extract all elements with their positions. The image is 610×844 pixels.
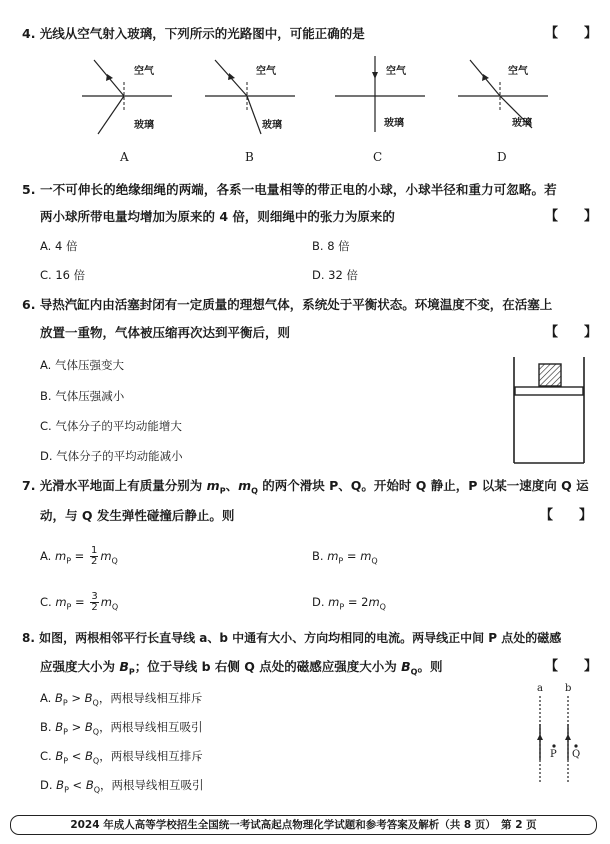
q8-wire-a-label: a [537,683,543,694]
q4-d-glass-label: 玻璃 [512,118,532,129]
q8-c-b1: B [55,749,64,763]
q7-d-prefix: D. [312,595,329,609]
q7-b-lhs: m [327,549,339,563]
q7-option-a [40,542,118,570]
q4-answer-bracket: 【 】 [545,26,598,41]
q4-option-c-label: C [373,150,383,164]
q4-diagram-a [82,52,172,144]
q5-stem-line1: 5. 一不可伸长的绝缘细绳的两端，各系一电量相等的带正电的小球，小球半径和重力可忽略。若 [22,182,557,197]
q6-option-d: D. 气体分子的平均动能减小 [40,449,183,463]
q8-point-p-label: P [550,749,557,760]
q6-option-b: B. 气体压强减小 [40,389,125,403]
q8-a-text: ，两根导线相互排斥 [98,691,203,705]
q6-stem-line1: 6. 导热汽缸内由活塞封闭有一定质量的理想气体，系统处于平衡状态。环境温度不变，在活塞上 [22,297,553,312]
q8-d-b1: B [56,778,65,792]
q8-option-c [40,748,203,769]
q8-b-prefix: B. [40,720,56,734]
q7-c-rhs-sub: Q [111,602,119,612]
q7-mass-q-sub: Q [251,486,258,496]
q7-a-eq: = [71,549,88,563]
q7-a-lhs: m [54,549,67,563]
q7-d-lhs: m [328,595,340,609]
q8-c-b2: B [85,749,93,763]
q7-c-prefix: C. [40,595,56,609]
q8-stem-line2 [40,659,442,681]
q4-diagram-d [458,52,548,144]
q8-option-b [40,719,203,740]
q7-option-c [40,588,118,616]
q7-separator: 、 [225,478,239,493]
q7-d-rhs-sub: Q [379,602,386,612]
q7-mass-p-sub: P [219,486,226,496]
q7-a-rhs-sub: Q [111,556,118,566]
q7-b-lhs-sub: P [338,556,344,566]
q8-b-b1: B [55,720,64,734]
q8-stem-part1: 应强度大小为 [40,659,120,674]
q4-stem: 4. 光线从空气射入玻璃，下列所示的光路图中，可能正确的是 [22,26,365,41]
q7-a-denominator: 2 [90,556,98,567]
q8-wire-b-label: b [565,683,572,694]
q5-option-d: D. 32 倍 [312,268,358,282]
q7-option-b [312,548,378,569]
q8-stem-part2: ；位于导线 b 右侧 Q 点处的磁感应强度大小为 [134,659,402,674]
q8-c-relation: < [68,749,86,763]
q8-b-sub-p: P [63,727,68,737]
q7-a-fraction [90,546,98,567]
q8-b-b2: B [84,720,93,734]
q7-a-prefix: A. [40,549,55,563]
q7-c-lhs-sub: P [66,602,72,612]
q7-a-lhs-sub: P [66,556,72,566]
q6-answer-bracket: 【 】 [545,325,598,340]
q7-answer-bracket: 【 】 [540,508,593,523]
q8-a-sub-q: Q [92,698,99,708]
q8-bp-sub: P [128,667,135,677]
q8-c-text: ，两根导线相互排斥 [99,749,203,763]
q6-option-a: A. 气体压强变大 [40,358,124,372]
q8-option-d [40,777,204,798]
q7-b-rhs: m [360,549,372,563]
q5-option-b: B. 8 倍 [312,239,350,253]
q7-a-numerator: 1 [90,545,98,556]
q4-option-b-label: B [245,150,254,164]
q8-b-text: ，两根导线相互吸引 [99,720,203,734]
q4-b-air-label: 空气 [256,66,276,77]
q4-option-a-label: A [120,150,129,164]
q4-a-air-label: 空气 [134,66,154,77]
q8-stem-part3: 。则 [417,659,443,674]
q4-c-glass-label: 玻璃 [384,118,404,129]
q8-wires-diagram [530,684,580,794]
q8-b-sub-q: Q [92,727,100,737]
q6-cylinder-diagram [508,355,590,470]
q7-d-rhs: m [368,595,380,609]
q8-point-q-label: Q [572,749,581,760]
q6-option-c: C. 气体分子的平均动能增大 [40,419,182,433]
q8-a-relation: > [67,691,85,705]
q5-option-c: C. 16 倍 [40,268,86,282]
q8-bq-sub: Q [410,667,418,677]
q7-a-rhs: m [100,549,112,563]
q7-stem-part1: 7. 光滑水平地面上有质量分别为 [22,478,207,493]
q7-b-eq: = [343,549,361,563]
q8-d-sub-p: P [64,785,69,795]
q8-a-b2: B [84,691,93,705]
q8-c-sub-p: P [63,756,69,766]
q4-c-air-label: 空气 [386,66,406,77]
q5-answer-bracket: 【 】 [545,209,598,224]
q4-a-glass-label: 玻璃 [134,120,154,131]
q7-option-d [312,594,386,615]
q5-option-a: A. 4 倍 [40,239,78,253]
q7-c-numerator: 3 [91,591,98,602]
q8-d-relation: < [68,778,86,792]
q8-bq-symbol: B [401,659,411,674]
q7-stem-line2: 动，与 Q 发生弹性碰撞后静止。则 [40,508,235,523]
q8-a-prefix: A. [40,691,55,705]
q7-stem-line1 [22,478,589,500]
q7-c-eq: = [71,595,89,609]
q4-option-d-label: D [497,150,507,164]
q8-d-b2: B [85,778,94,792]
q7-b-rhs-sub: Q [371,556,378,566]
q8-c-sub-q: Q [92,756,100,766]
q8-bp-symbol: B [119,659,129,674]
q8-a-sub-p: P [62,698,68,708]
q7-b-prefix: B. [312,549,328,563]
q7-c-lhs: m [55,595,67,609]
q7-c-denominator: 2 [91,602,98,613]
q7-stem-part2: 的两个滑块 P、Q。开始时 Q 静止，P 以某一速度向 Q 运 [257,478,589,493]
q8-a-b1: B [54,691,63,705]
q7-c-fraction [90,592,98,613]
q4-b-glass-label: 玻璃 [262,120,282,131]
q4-diagram-c [335,52,425,144]
q8-b-relation: > [67,720,85,734]
q8-stem-line1: 8. 如图，两根相邻平行长直导线 a、b 中通有大小、方向均相同的电流。两导线正中间 P 点处的磁感 [22,631,562,645]
q8-c-prefix: C. [40,749,56,763]
page-footer: 2024 年成人高等学校招生全国统一考试高起点物理化学试题和参考答案及解析（共 8 页） 第 2 页 [10,815,597,835]
q8-d-sub-q: Q [93,785,101,795]
q8-answer-bracket: 【 】 [545,659,598,674]
q6-stem-line2: 放置一重物，气体被压缩再次达到平衡后，则 [40,325,291,340]
q7-d-eq: = 2 [344,595,369,609]
q8-d-text: ，两根导线相互吸引 [100,778,204,792]
q4-d-air-label: 空气 [508,66,528,77]
q7-d-lhs-sub: P [339,602,345,612]
q5-stem-line2: 两小球所带电量均增加为原来的 4 倍，则细绳中的张力为原来的 [40,209,395,224]
q8-option-a [40,690,202,711]
q7-c-rhs: m [100,595,112,609]
q8-d-prefix: D. [40,778,57,792]
q7-mass-q-symbol: m [238,478,252,493]
q7-mass-p-symbol: m [206,478,220,493]
